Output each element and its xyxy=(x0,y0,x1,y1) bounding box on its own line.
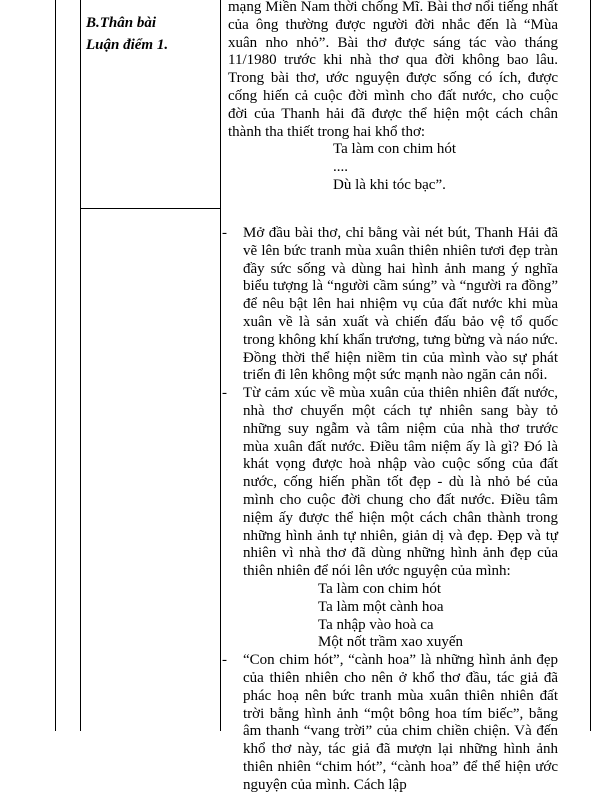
bullet2-poem-line: Ta nhập vào hoà ca xyxy=(318,616,434,633)
bullet2-poem-line: Ta làm một cành hoa xyxy=(318,598,444,615)
table-border-col1 xyxy=(80,0,81,731)
table-row-divider xyxy=(80,208,220,209)
section-label xyxy=(86,12,216,56)
bullet2-poem xyxy=(318,581,558,652)
table-border-left xyxy=(55,0,56,731)
intro-paragraph: mạng Miền Nam thời chống Mĩ. Bài thơ nổi tiếng nhất của ông thường được người đời nhắc đến là “Mùa xuân nho nhỏ”. Bài thơ được sáng tác vào tháng 11/1980 trước khi nhà thơ qua đời không bao lâu. Trong bài thơ, ước nguyện được sống có ích, được cống hiến cả cuộc đời mình cho đất nước, cho cuộc đời của Thanh hải đã được thể hiện một cách chân thành tha thiết trong hai khổ thơ: xyxy=(228,0,558,140)
bullet-marker: - xyxy=(222,652,227,669)
bullet-marker: - xyxy=(222,385,227,402)
table-border-col2 xyxy=(220,0,221,731)
section-label-line2: Luận điểm 1. xyxy=(86,37,169,53)
list-item xyxy=(222,225,558,385)
intro-poem-line: .... xyxy=(333,159,348,176)
intro-poem-line: Dù là khi tóc bạc”. xyxy=(333,176,446,193)
bullet-list xyxy=(222,225,558,795)
list-item xyxy=(222,652,558,794)
list-item-text: Mở đầu bài thơ, chỉ bằng vài nét bút, Thanh Hải đã vẽ lên bức tranh mùa xuân thiên nhiên tươi đẹp tràn đầy sức sống và dùng hai hình ảnh mang ý nghĩa biểu tượng là “người cầm súng” và “người ra đồng” để nêu bật lên hai nhiệm vụ của đất nước khi mùa xuân về là sản xuất và chiến đấu bảo vệ tổ quốc trong không khí khẩn trương, tưng bừng và náo nức. Đồng thời thể hiện niềm tin của mình vào sự phát triển đi lên không một sức mạnh nào ngăn cản nổi. xyxy=(243,225,558,384)
bullet2-poem-line: Ta làm con chim hót xyxy=(318,580,442,597)
bullet-marker: - xyxy=(222,225,227,241)
intro-block xyxy=(228,0,558,195)
list-item xyxy=(222,385,558,581)
bullet2-poem-line: Một nốt trầm xao xuyến xyxy=(318,634,463,651)
table-border-right xyxy=(590,0,591,731)
list-item-text: Từ cảm xúc về mùa xuân của thiên nhiên đất nước, nhà thơ chuyển một cách tự nhiên sang bày tỏ những suy ngẫm và tâm niệm của nhà thơ trước mùa xuân đất nước. Điều tâm niệm ấy là gì? Đó là khát vọng được hoà nhập vào cuộc sống của đất nước, cống hiến phần tốt đẹp - dù là nhỏ bé của mình cho cuộc đời chung cho đất nước. Điều tâm niệm ấy được thể hiện một cách chân thành trong những hình ảnh tự nhiên, giản dị và đẹp. Đẹp và tự nhiên vì nhà thơ đã dùng những hình ảnh đẹp của thiên nhiên để nói lên ước nguyện của mình: xyxy=(243,385,558,580)
list-item-text: “Con chim hót”, “cành hoa” là những hình ảnh đẹp của thiên nhiên cho nên ở khổ thơ đầu, tác giả đã phác hoạ nên bức tranh mùa xuân thiên nhiên đất trời bằng hình ảnh “một bông hoa tím biếc”, bằng âm thanh “vang trời” của chim chiền chiện. Và đến khổ thơ này, tác giả đã mượn lại những hình ảnh thiên nhiên “chim hót”, “cành hoa” để thể hiện ước nguyện của mình. Cách lập xyxy=(243,652,558,793)
intro-poem xyxy=(333,141,558,194)
intro-poem-line: Ta làm con chim hót xyxy=(333,141,457,158)
section-label-line1: B.Thân bài xyxy=(86,15,157,31)
